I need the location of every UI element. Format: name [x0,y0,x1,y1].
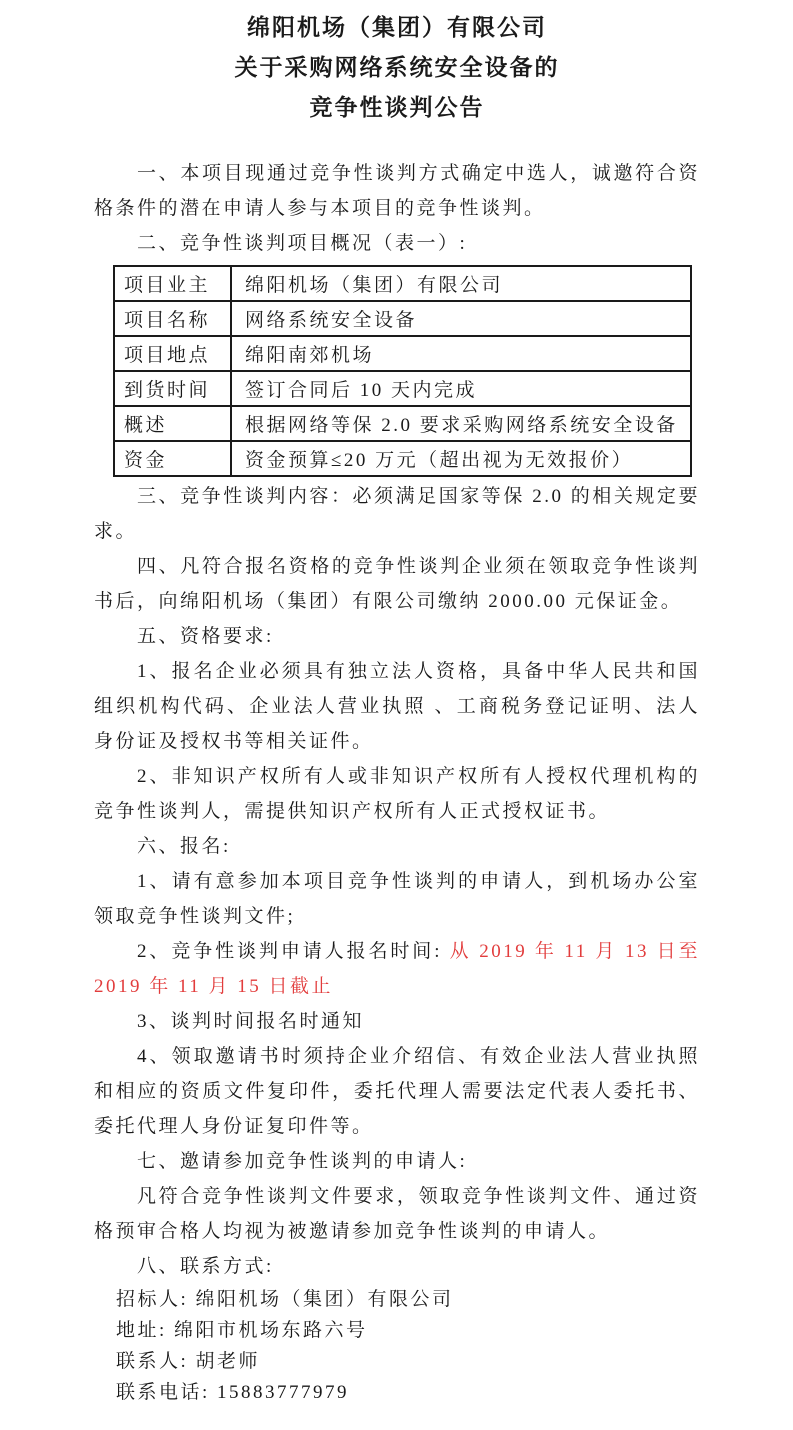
signup-deadline-label: 2、竞争性谈判申请人报名时间: [137,941,450,962]
project-overview-table [113,265,692,477]
para-section-6-heading: 六、报名: [137,836,231,857]
table-cell-value: 网络系统安全设备 [231,301,691,336]
para-signup-item-3: 3、谈判时间报名时通知 [137,1011,365,1032]
table-cell-label: 到货时间 [114,371,231,406]
document-body [94,156,700,1249]
table-cell-label: 项目名称 [114,301,231,336]
para-section-7-body: 凡符合竞争性谈判文件要求，领取竞争性谈判文件、通过资格预审合格人均视为被邀请参加竞争性谈判的申请人。 [94,1186,700,1242]
table-row [114,371,691,406]
title-line-subject: 关于采购网络系统安全设备的 [234,55,560,80]
para-signup-item-4: 4、领取邀请书时须持企业介绍信、有效企业法人营业执照和相应的资质文件复印件，委托代理人需要法定代表人委托书、委托代理人身份证复印件等。 [94,1046,700,1137]
para-qualification-item-2: 2、非知识产权所有人或非知识产权所有人授权代理机构的竞争性谈判人，需提供知识产权所有人正式授权证书。 [94,766,700,822]
table-cell-value: 绵阳南郊机场 [231,336,691,371]
contact-phone: 联系电话: 15883777979 [116,1382,350,1403]
para-signup-item-2 [94,934,700,1004]
para-section-7-heading: 七、邀请参加竞争性谈判的申请人: [137,1151,468,1172]
para-section-4: 四、凡符合报名资格的竞争性谈判企业须在领取竞争性谈判书后，向绵阳机场（集团）有限公司缴纳 2000.00 元保证金。 [94,556,700,612]
title-line-notice-type: 竞争性谈判公告 [309,95,485,120]
table-cell-value: 根据网络等保 2.0 要求采购网络系统安全设备 [231,406,691,441]
table-cell-value: 资金预算≤20 万元（超出视为无效报价） [231,441,691,476]
table-cell-label: 项目业主 [114,266,231,301]
para-signup-item-1: 1、请有意参加本项目竞争性谈判的申请人，到机场办公室领取竞争性谈判文件; [94,871,700,927]
contact-person: 联系人: 胡老师 [116,1351,261,1372]
title-line-company: 绵阳机场（集团）有限公司 [247,15,547,40]
table-row [114,441,691,476]
table-cell-label: 概述 [114,406,231,441]
table-cell-value: 签订合同后 10 天内完成 [231,371,691,406]
para-qualification-item-1: 1、报名企业必须具有独立法人资格，具备中华人民共和国组织机构代码、企业法人营业执照 、工商税务登记证明、法人身份证及授权书等相关证件。 [94,661,700,752]
table-row [114,266,691,301]
table-row [114,336,691,371]
para-section-1: 一、本项目现通过竞争性谈判方式确定中选人，诚邀符合资格条件的潜在申请人参与本项目的竞争性谈判。 [94,163,700,219]
para-section-8-heading: 八、联系方式: [137,1256,274,1277]
table-row [114,406,691,441]
contact-bidder: 招标人: 绵阳机场（集团）有限公司 [116,1289,454,1310]
contact-section [94,1249,700,1408]
para-section-3: 三、竞争性谈判内容：必须满足国家等保 2.0 的相关规定要求。 [94,486,700,542]
table-cell-label: 项目地点 [114,336,231,371]
table-cell-value: 绵阳机场（集团）有限公司 [231,266,691,301]
table-row [114,301,691,336]
para-section-2-heading: 二、竞争性谈判项目概况（表一）: [137,233,468,254]
para-section-5-heading: 五、资格要求: [137,626,274,647]
signup-deadline-dates: 从 2019 年 11 月 13 日至 2019 年 11 月 15 日截止 [94,941,701,997]
table-cell-label: 资金 [114,441,231,476]
contact-address: 地址: 绵阳市机场东路六号 [116,1320,368,1341]
document-title [94,8,700,128]
